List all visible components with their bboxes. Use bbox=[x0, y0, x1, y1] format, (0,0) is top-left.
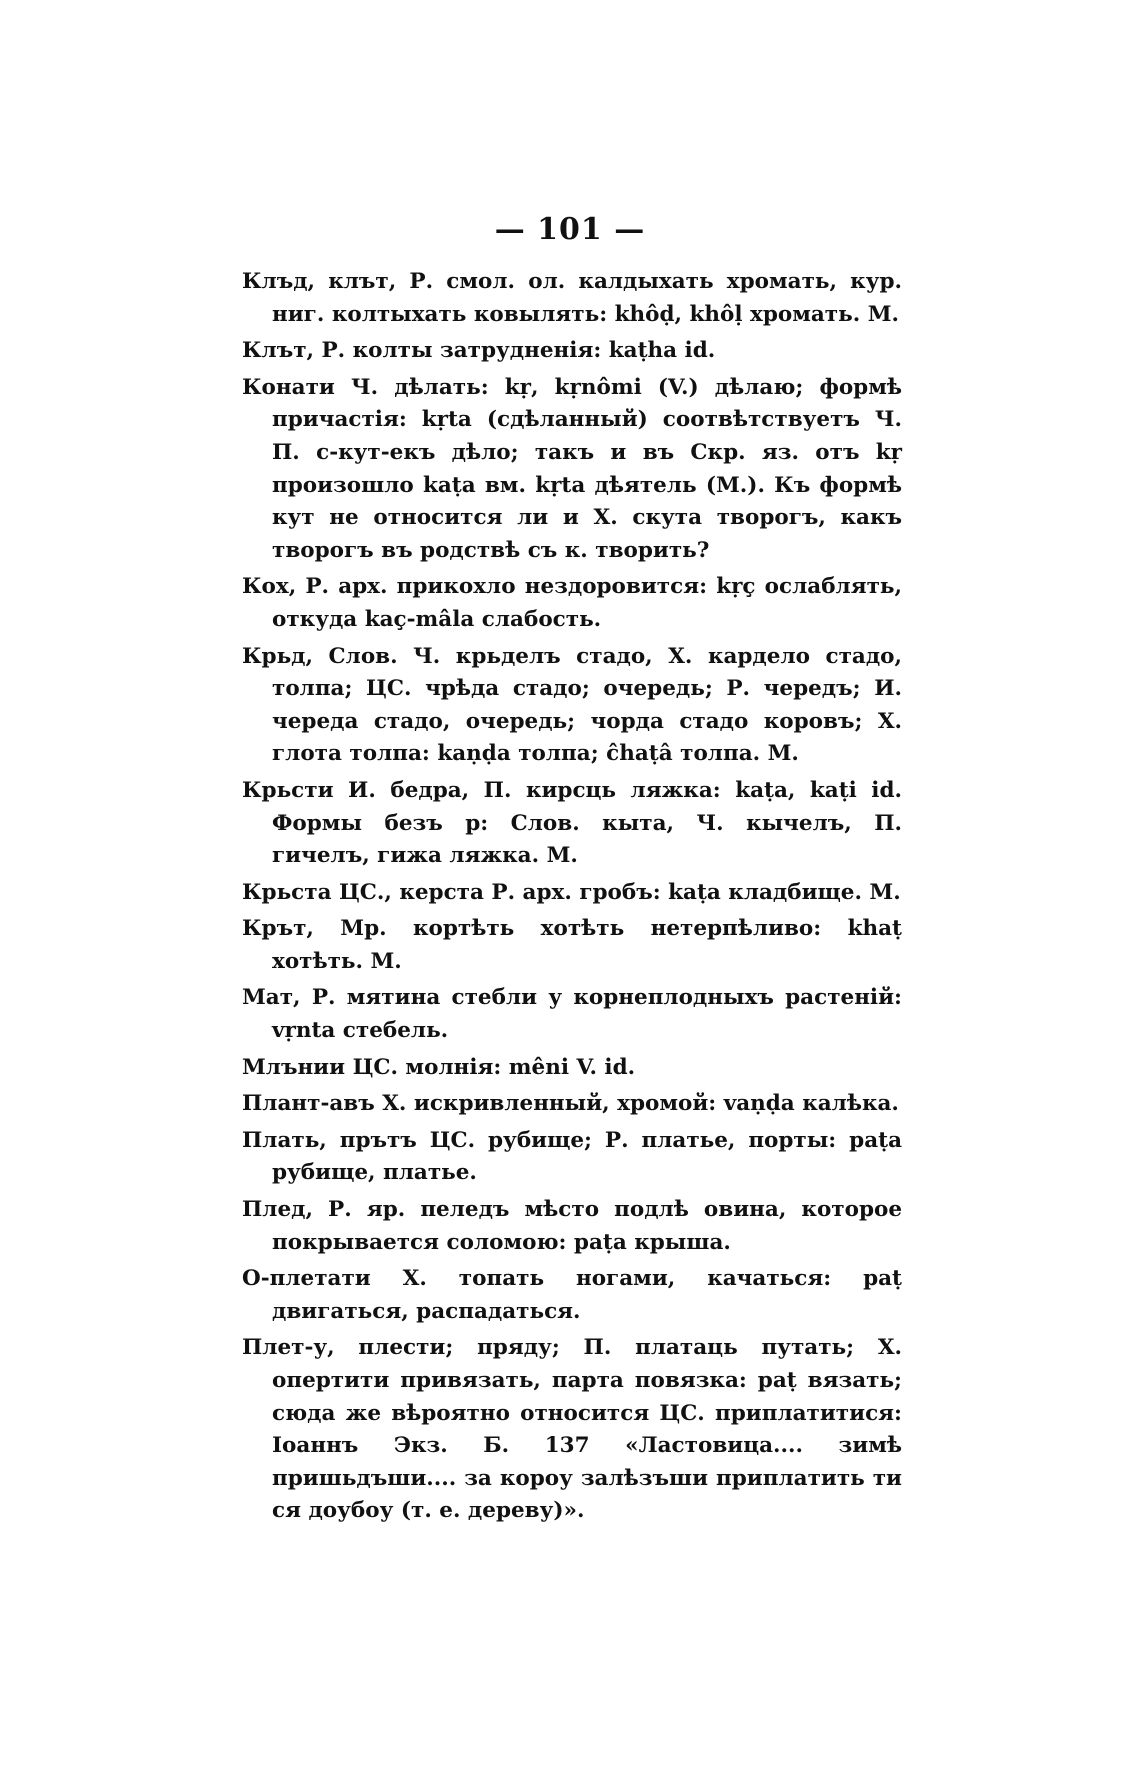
entry-plant-av: Плант-авъ Х. искривленный, хромой: vaṇḍa калѣка. bbox=[242, 1091, 899, 1117]
entry-o-pletati: О-плетати Х. топать ногами, качаться: paṭ двигаться, распадаться. bbox=[242, 1266, 902, 1324]
entry-krt: Крът, Мр. кортѣть хотѣть нетерпѣливо: khaṭ хотѣть. М. bbox=[242, 916, 902, 974]
dictionary-entries bbox=[242, 266, 902, 1532]
entry-krsti: Крьсти И. бедра, П. кирсць ляжка: kaṭa, kaṭi id. Формы безъ р: Слов. кыта, Ч. кычелъ, П. гичелъ, гижа ляжка. М. bbox=[242, 777, 902, 869]
page-number: — 101 — bbox=[494, 212, 646, 247]
entry-konati: Конати Ч. дѣлать: kṛ, kṛnômi (V.) дѣлаю; формѣ причастія: kṛta (сдѣланный) соотвѣтствуетъ Ч. П. с-кут-екъ дѣло; такъ и въ Скр. яз. отъ kṛ произошло kaṭa вм. kṛta дѣятель (М.). Къ формѣ кут не относится ли и Х. скута творогъ, какъ творогъ въ родствѣ съ к. творить? bbox=[242, 374, 902, 563]
entry-plet-u: Плет-у, плести; пряду; П. платаць путать; Х. опертити привязать, парта повязка: paṭ вязать; сюда же вѣроятно относится ЦС. приплатитися: Іоаннъ Экз. Б. 137 «Ластовица.... зимѣ пришьдъши.... за короу залѣзъши приплатить ти ся доубоу (т. е. дереву)». bbox=[242, 1335, 902, 1524]
entry-mat: Мат, Р. мятина стебли у корнеплодныхъ растеній: vṛnta стебель. bbox=[242, 985, 902, 1044]
entry-mlnii: Млънии ЦС. молнія: mêni V. id. bbox=[242, 1054, 636, 1080]
entry-koh: Кох, Р. арх. прикохло нездоровится: kṛç ослаблять, откуда kaç-mâla слабость. bbox=[242, 574, 902, 632]
entry-krsta: Крьста ЦС., керста Р. арх. гробъ: kaṭa кладбище. М. bbox=[242, 879, 901, 905]
entry-kld: Клъд, клът, Р. смол. ол. калдыхать хромать, кур. ниг. колтыхать ковылять: khôḍ, khôḷ хромать. М. bbox=[242, 269, 902, 327]
entry-pled: Плед, Р. яр. пеледъ мѣсто подлѣ овина, которое покрывается соломою: paṭa крыша. bbox=[242, 1197, 902, 1255]
entry-plat: Плать, прътъ ЦС. рубище; Р. платье, порты: paṭa рубище, платье. bbox=[242, 1127, 902, 1186]
entry-klt: Клът, Р. колты затрудненія: kaṭha id. bbox=[242, 338, 716, 364]
entry-krd: Крьд, Слов. Ч. крьделъ стадо, Х. кардело стадо, толпа; ЦС. чрѣда стадо; очередь; Р. чередъ; И. череда стадо, очередь; чорда стадо коровъ; Х. глота толпа: kaṇḍa толпа; ĉhaṭâ толпа. М. bbox=[242, 643, 902, 767]
